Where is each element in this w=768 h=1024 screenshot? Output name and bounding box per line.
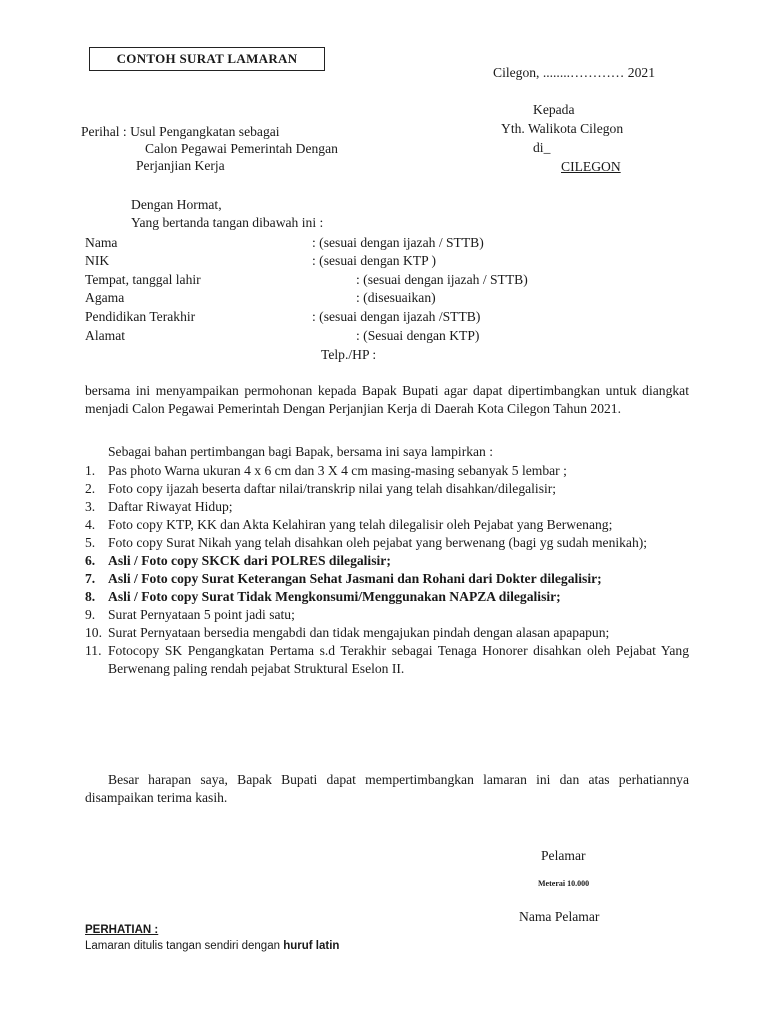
note-heading: PERHATIAN : xyxy=(85,924,159,936)
list-item-number: 8. xyxy=(85,589,96,604)
note-text-plain: Lamaran ditulis tangan sendiri dengan xyxy=(85,940,284,952)
field-value-nik: : (sesuai dengan KTP ) xyxy=(312,253,437,268)
list-item xyxy=(85,552,689,570)
list-item-text: Surat Pernyataan 5 point jadi satu; xyxy=(108,607,295,622)
list-item xyxy=(85,516,689,534)
recipient-line-2: Yth. Walikota Cilegon xyxy=(501,121,624,136)
note-text xyxy=(85,939,339,953)
list-item-text: Foto copy Surat Nikah yang telah disahkan oleh pejabat yang berwenang (bagi yg sudah menikah); xyxy=(108,535,648,550)
recipient-line-3: di_ xyxy=(533,140,551,155)
signature-label: Pelamar xyxy=(541,848,586,863)
list-item xyxy=(85,624,689,642)
letter-template-title: CONTOH SURAT LAMARAN xyxy=(89,47,325,71)
list-item-text: Asli / Foto copy SKCK dari POLRES dilegalisir; xyxy=(108,553,391,568)
field-value-ttl: : (sesuai dengan ijazah / STTB) xyxy=(356,272,528,287)
recipient-line-1: Kepada xyxy=(533,102,575,117)
recipient-city: CILEGON xyxy=(561,159,621,174)
list-item-number: 11. xyxy=(85,643,102,658)
list-item-number: 3. xyxy=(85,499,96,514)
list-item-text: Asli / Foto copy Surat Keterangan Sehat Jasmani dan Rohani dari Dokter dilegalisir; xyxy=(108,571,602,586)
closing-paragraph: Besar harapan saya, Bapak Bupati dapat mempertimbangkan lamaran ini dan atas perhatiannya disampaikan terima kasih. xyxy=(85,772,689,805)
field-label-agama: Agama xyxy=(85,290,125,305)
list-item-number: 9. xyxy=(85,607,96,622)
list-item-number: 7. xyxy=(85,571,96,586)
list-item xyxy=(85,642,689,678)
meterai-stamp-label: Meterai 10.000 xyxy=(538,879,590,888)
list-item xyxy=(85,498,689,516)
list-item-number: 10. xyxy=(85,625,102,640)
list-item xyxy=(85,570,689,588)
list-item-text: Pas photo Warna ukuran 4 x 6 cm dan 3 X 4 cm masing-masing sebanyak 5 lembar ; xyxy=(108,463,567,478)
place-date: Cilegon, ........………… 2021 xyxy=(493,65,655,80)
field-label-nama: Nama xyxy=(85,235,118,250)
list-item-number: 1. xyxy=(85,463,96,478)
field-telp: Telp./HP : xyxy=(321,347,377,362)
list-item-number: 4. xyxy=(85,517,96,532)
subject-line-1: Perihal : Usul Pengangkatan sebagai xyxy=(81,124,280,139)
list-item-text: Foto copy ijazah beserta daftar nilai/transkrip nilai yang telah disahkan/dilegalisir; xyxy=(108,481,557,496)
list-item-text: Foto copy KTP, KK dan Akta Kelahiran yang telah dilegalisir oleh Pejabat yang Berwenang; xyxy=(108,517,613,532)
signature-name: Nama Pelamar xyxy=(519,909,600,924)
list-item xyxy=(85,534,689,552)
list-item xyxy=(85,588,689,606)
note-text-bold: huruf latin xyxy=(283,940,340,952)
list-item xyxy=(85,480,689,498)
list-item xyxy=(85,606,689,624)
list-item xyxy=(85,462,689,480)
list-intro: Sebagai bahan pertimbangan bagi Bapak, bersama ini saya lampirkan : xyxy=(108,444,494,459)
subject-line-2: Calon Pegawai Pemerintah Dengan xyxy=(145,141,338,156)
field-label-nik: NIK xyxy=(85,253,110,268)
attachment-list xyxy=(85,462,689,678)
list-item-number: 6. xyxy=(85,553,96,568)
list-item-text: Asli / Foto copy Surat Tidak Mengkonsumi/Menggunakan NAPZA dilegalisir; xyxy=(108,589,561,604)
intro-line: Yang bertanda tangan dibawah ini : xyxy=(131,215,324,230)
list-item-text: Surat Pernyataan bersedia mengabdi dan tidak mengajukan pindah dengan alasan apapapun; xyxy=(108,625,610,640)
field-value-pendidikan: : (sesuai dengan ijazah /STTB) xyxy=(312,309,481,324)
subject-line-3: Perjanjian Kerja xyxy=(136,158,225,173)
list-item-number: 5. xyxy=(85,535,96,550)
greeting: Dengan Hormat, xyxy=(131,197,222,212)
list-item-text: Fotocopy SK Pengangkatan Pertama s.d Terakhir sebagai Tenaga Honorer disahkan oleh Pejabat Yang Berwenang paling rendah pejabat Struktural Eselon II. xyxy=(108,643,689,676)
field-label-ttl: Tempat, tanggal lahir xyxy=(85,272,201,287)
field-label-alamat: Alamat xyxy=(85,328,126,343)
list-item-number: 2. xyxy=(85,481,96,496)
list-item-text: Daftar Riwayat Hidup; xyxy=(108,499,233,514)
field-value-alamat: : (Sesuai dengan KTP) xyxy=(356,328,480,343)
field-value-agama: : (disesuaikan) xyxy=(356,290,436,305)
field-label-pendidikan: Pendidikan Terakhir xyxy=(85,309,196,324)
field-value-nama: : (sesuai dengan ijazah / STTB) xyxy=(312,235,484,250)
body-paragraph: bersama ini menyampaikan permohonan kepada Bapak Bupati agar dapat dipertimbangkan untuk diangkat menjadi Calon Pegawai Pemerintah Dengan Perjanjian Kerja di Daerah Kota Cilegon Tahun 2021. xyxy=(85,383,689,416)
